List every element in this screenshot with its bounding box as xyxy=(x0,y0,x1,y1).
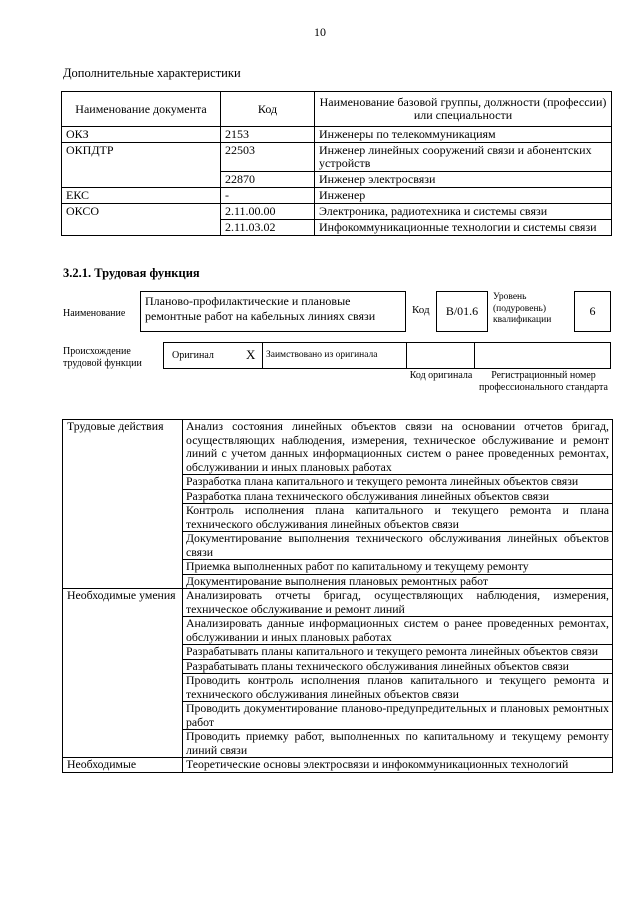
knowledge-label: Необходимые xyxy=(63,758,183,773)
page-number: 10 xyxy=(314,25,326,39)
header-group-name: Наименование базовой группы, должности (профессии) или специальности xyxy=(315,92,612,127)
qualification-level-label: Уровень (подуровень) квалификации xyxy=(493,292,552,325)
code-cell: 22503 xyxy=(221,143,315,172)
table-row xyxy=(62,204,612,220)
code-cell: 2.11.00.00 xyxy=(221,204,315,220)
table-row xyxy=(62,143,612,172)
list-item: Проводить контроль исполнения планов капитального и текущего ремонта и технического обслуживания линейных объектов связи xyxy=(183,674,613,702)
table-header-row xyxy=(62,92,612,127)
origin-label: Происхождение трудовой функции xyxy=(63,346,142,369)
code-cell: - xyxy=(221,188,315,204)
table-row xyxy=(63,420,613,475)
list-item: Разрабатывать планы технического обслуживания линейных объектов связи xyxy=(183,659,613,674)
list-item: Проводить документирование планово-предупредительных и плановых ремонтных работ xyxy=(183,702,613,730)
function-code-value: В/01.6 xyxy=(436,291,488,332)
list-item: Разрабатывать планы капитального и текущего ремонта линейных объектов связи xyxy=(183,645,613,660)
origin-divider xyxy=(474,342,475,369)
function-name-label: Наименование xyxy=(63,308,126,319)
name-cell: Инфокоммуникационные технологии и системы связи xyxy=(315,220,612,236)
origin-divider xyxy=(262,342,263,369)
list-item: Разработка плана капитального и текущего ремонта линейных объектов связи xyxy=(183,475,613,490)
function-code-label: Код xyxy=(412,304,430,316)
header-code: Код xyxy=(221,92,315,127)
list-item: Теоретические основы электросвязи и инфокоммуникационных технологий xyxy=(183,758,613,773)
list-item: Разработка плана технического обслуживания линейных объектов связи xyxy=(183,489,613,504)
doc-cell: ЕКС xyxy=(62,188,221,204)
labor-actions-table xyxy=(62,419,613,773)
function-name-value: Планово-профилактические и плановые ремонтные работ на кабельных линиях связи xyxy=(140,291,406,332)
code-cell: 2153 xyxy=(221,127,315,143)
list-item: Документирование выполнения технического обслуживания линейных объектов связи xyxy=(183,532,613,560)
doc-cell: ОКЗ xyxy=(62,127,221,143)
extra-characteristics-heading: Дополнительные характеристики xyxy=(63,66,241,80)
code-cell: 22870 xyxy=(221,172,315,188)
table-row xyxy=(63,758,613,773)
name-cell: Инженер xyxy=(315,188,612,204)
table-row xyxy=(62,188,612,204)
name-cell: Инженер электросвязи xyxy=(315,172,612,188)
list-item: Анализ состояния линейных объектов связи на основании отчетов бригад, осуществляющих наблюдения, измерения, техническое обслуживание и ремонт линий с учетом данных информационных систем о ранее проведенных ремонтах, обслуживании и иных плановых работах xyxy=(183,420,613,475)
list-item: Приемка выполненных работ по капитальному и текущему ремонту xyxy=(183,560,613,575)
name-cell: Инженер линейных сооружений связи и абонентских устройств xyxy=(315,143,612,172)
name-cell: Инженеры по телекоммуникациям xyxy=(315,127,612,143)
doc-cell: ОКСО xyxy=(62,204,221,236)
list-item: Анализировать данные информационных систем о ранее проведенных ремонтах, обслуживании и иных плановых работах xyxy=(183,617,613,645)
origin-original: Оригинал xyxy=(172,350,214,361)
code-original-caption: Код оригинала xyxy=(409,370,473,381)
skills-label: Необходимые умения xyxy=(63,589,183,758)
characteristics-table xyxy=(61,91,612,236)
doc-cell: ОКПДТР xyxy=(62,143,221,188)
list-item: Контроль исполнения плана капитального и текущего ремонта и плана технического обслуживания линейных объектов связи xyxy=(183,504,613,532)
name-cell: Электроника, радиотехника и системы связи xyxy=(315,204,612,220)
qualification-level-value: 6 xyxy=(574,291,611,332)
origin-mark: Х xyxy=(246,347,256,362)
labor-actions-label: Трудовые действия xyxy=(63,420,183,589)
origin-borrowed: Заимствовано из оригинала xyxy=(266,350,378,360)
origin-divider xyxy=(406,342,407,369)
list-item: Документирование выполнения плановых ремонтных работ xyxy=(183,574,613,589)
section-title: 3.2.1. Трудовая функция xyxy=(63,266,200,280)
header-document: Наименование документа xyxy=(62,92,221,127)
table-row xyxy=(62,127,612,143)
table-row xyxy=(63,589,613,617)
list-item: Анализировать отчеты бригад, осуществляющих наблюдения, измерения, техническое обслуживание и ремонт линий xyxy=(183,589,613,617)
list-item: Проводить приемку работ, выполненных по капитальному и текущему ремонту линий связи xyxy=(183,730,613,758)
reg-number-caption: Регистрационный номер профессионального стандарта xyxy=(479,370,608,393)
code-cell: 2.11.03.02 xyxy=(221,220,315,236)
origin-row xyxy=(163,342,611,369)
